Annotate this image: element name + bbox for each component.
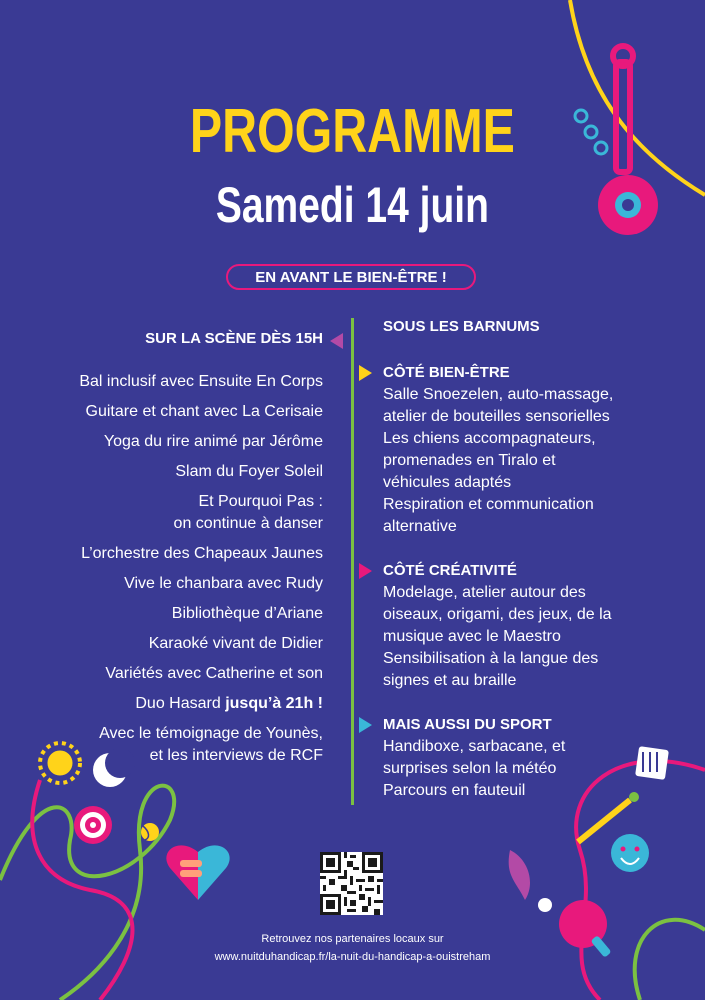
section-title: CÔTÉ BIEN-ÊTRE xyxy=(383,364,510,381)
stage-heading: SUR LA SCÈNE DÈS 15H xyxy=(145,330,323,347)
list-item-line: Avec le témoignage de Younès, xyxy=(99,725,323,742)
theme-badge: EN AVANT LE BIEN-ÊTRE ! xyxy=(226,264,476,290)
column-divider xyxy=(351,318,354,805)
section-line: Les chiens accompagnateurs, xyxy=(383,430,596,447)
qr-code-icon[interactable] xyxy=(320,852,383,915)
list-item: Variétés avec Catherine et son xyxy=(105,665,323,682)
section-line: promenades en Tiralo et xyxy=(383,452,556,469)
barnums-column xyxy=(383,318,693,824)
list-item: L’orchestre des Chapeaux Jaunes xyxy=(81,545,323,562)
section-line: Respiration et communication xyxy=(383,496,594,513)
section-line: Modelage, atelier autour des xyxy=(383,584,586,601)
footer xyxy=(0,930,705,966)
section-title: MAIS AUSSI DU SPORT xyxy=(383,716,552,733)
section-creativite xyxy=(383,560,693,692)
triangle-right-icon xyxy=(359,365,372,381)
footer-link[interactable]: www.nuitduhandicap.fr/la-nuit-du-handicap-a-ouistreham xyxy=(214,951,491,963)
list-item-line: Et Pourquoi Pas : xyxy=(198,493,323,510)
list-item xyxy=(23,723,323,767)
section-line: atelier de bouteilles sensorielles xyxy=(383,408,610,425)
list-item: Guitare et chant avec La Cerisaie xyxy=(85,403,323,420)
list-item: Yoga du rire animé par Jérôme xyxy=(103,433,323,450)
page-title: PROGRAMME xyxy=(189,97,515,166)
section-sport xyxy=(383,714,693,802)
list-item: Bibliothèque d’Ariane xyxy=(171,605,323,622)
section-line: surprises selon la météo xyxy=(383,760,557,777)
list-item: Bal inclusif avec Ensuite En Corps xyxy=(79,373,323,390)
footer-text: Retrouvez nos partenaires locaux sur xyxy=(261,933,444,945)
list-item xyxy=(23,491,323,535)
list-item: Slam du Foyer Soleil xyxy=(175,463,323,480)
list-item-highlight: jusqu’à 21h ! xyxy=(225,695,323,712)
triangle-left-icon xyxy=(330,333,343,349)
tennis-ball-icon xyxy=(141,823,159,841)
section-line: véhicules adaptés xyxy=(383,474,512,491)
target-icon xyxy=(74,806,112,844)
section-line: oiseaux, origami, des jeux, de la xyxy=(383,606,612,623)
list-item-line: et les interviews de RCF xyxy=(149,747,323,764)
section-line: Handiboxe, sarbacane, et xyxy=(383,738,566,755)
heart-hands-icon xyxy=(166,845,229,900)
section-bien-etre xyxy=(383,362,693,538)
list-item: Karaoké vivant de Didier xyxy=(148,635,323,652)
section-title: CÔTÉ CRÉATIVITÉ xyxy=(383,562,517,579)
smiley-icon xyxy=(611,834,649,872)
section-line: Parcours en fauteuil xyxy=(383,782,526,799)
stage-column xyxy=(23,330,323,775)
mask-icon xyxy=(509,850,530,900)
section-line: musique avec le Maestro xyxy=(383,628,561,645)
section-line: alternative xyxy=(383,518,457,535)
barnums-heading: SOUS LES BARNUMS xyxy=(383,318,540,335)
list-item: Vive le chanbara avec Rudy xyxy=(124,575,323,592)
list-item-line: on continue à danser xyxy=(173,515,323,532)
list-item-text: Duo Hasard xyxy=(135,695,221,712)
triangle-right-icon xyxy=(359,563,372,579)
section-line: Salle Snoezelen, auto-massage, xyxy=(383,386,614,403)
triangle-right-icon xyxy=(359,717,372,733)
section-line: Sensibilisation à la langue des xyxy=(383,650,599,667)
event-date: Samedi 14 juin xyxy=(215,177,489,233)
list-item xyxy=(23,693,323,715)
section-line: signes et au braille xyxy=(383,672,517,689)
